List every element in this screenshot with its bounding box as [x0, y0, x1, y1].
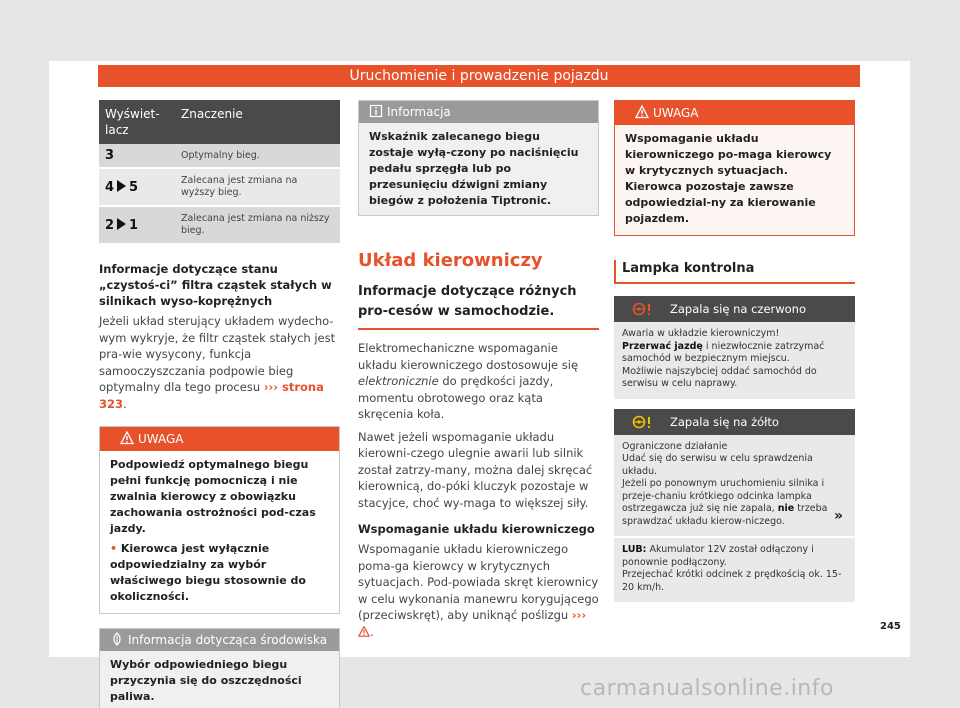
gear-symbol: 4 5 — [99, 168, 175, 206]
gear-table — [99, 100, 340, 245]
warning-box — [99, 426, 340, 614]
steering-assist-heading: Wspomaganie układu kierowniczego — [358, 522, 595, 536]
table-row — [99, 144, 340, 168]
steering-wheel-warning-red-icon — [630, 302, 654, 316]
gear-meaning: Optymalny bieg. — [175, 144, 340, 168]
warning-header: UWAGA — [615, 101, 854, 125]
environment-body: Wybór odpowiedniego biegu przyczynia się do oszczędności paliwa. — [100, 651, 339, 708]
lamp-yellow-header: Zapala się na żółto — [614, 409, 855, 435]
dpf-heading: Informacje dotyczące stanu „czystoś-ci” filtra cząstek stałych w silnikach wyso-koprężnych — [99, 262, 332, 308]
continued-mark: » — [834, 508, 844, 524]
gear-symbol: 2 1 — [99, 206, 175, 244]
gear-symbol: 3 — [99, 144, 175, 168]
info-box — [358, 100, 599, 216]
environment-box — [99, 628, 340, 708]
arrow-right-icon — [117, 180, 126, 192]
warning-triangle-icon[interactable] — [358, 626, 370, 637]
section-title: Układ kierowniczy — [358, 250, 543, 271]
column-3 — [614, 100, 855, 602]
gear-table-header-display: Wyświet-lacz — [99, 100, 175, 144]
reference-link[interactable]: ››› — [571, 608, 587, 622]
column-1 — [99, 100, 340, 708]
lamp-red — [614, 296, 855, 399]
table-row — [99, 206, 340, 244]
info-body: Wskaźnik zalecanego biegu zostaje wyłą-czony po naciśnięciu pedału sprzęgła lub po przesunięciu dźwigni zmiany biegów z położenia Tiptronic. — [359, 123, 598, 215]
table-row — [99, 168, 340, 206]
lamp-yellow-body: Ograniczone działanie Udać się do serwisu w celu sprawdzenia układu. Jeżeli po ponownym uruchomieniu silnika i przeje-chaniu krótkiego odcinka lampka ostrzegawcza już się nie zapala, nie trzeba sprawdzać układu kierow-niczego. — [614, 435, 855, 537]
leaf-icon — [110, 632, 124, 646]
page-header: Uruchomienie i prowadzenie pojazdu — [98, 65, 860, 87]
environment-header: Informacja dotycząca środowiska — [100, 629, 339, 651]
lamp-yellow — [614, 409, 855, 603]
gear-meaning: Zalecana jest zmiana na niższy bieg. — [175, 206, 340, 244]
dpf-paragraph: Jeżeli układ sterujący układem wydecho-wym wykryje, że filtr cząstek stałych jest pra-wie wysycony, funkcja samooczyszczania podpowie bieg optymalny dla tego procesu ››› strona 323. — [99, 314, 336, 411]
warning-body: Podpowiedź optymalnego biegu pełni funkcję pomocniczą i nie zwalnia kierowcy z obowiązku zachowania ostrożności pod-czas jazdy. • Kierowca jest wyłącznie odpowiedzialny za wybór właściwego biegu stosownie do okoliczności. — [100, 451, 339, 613]
watermark: carmanualsonline.info — [580, 676, 834, 701]
page-reference-link[interactable]: ››› strona 323 — [99, 380, 324, 411]
control-lamp-heading: Lampka kontrolna — [614, 260, 855, 284]
column-2 — [358, 100, 599, 640]
info-icon — [369, 104, 383, 118]
lamp-yellow-body-2: LUB: Akumulator 12V został odłączony i ponownie podłączony. Przejechać krótki odcinek z prędkością ok. 15-20 km/h. — [614, 536, 855, 602]
warning-triangle-icon — [635, 105, 649, 119]
warning-header: UWAGA — [100, 427, 339, 451]
steering-paragraph-2: Nawet jeżeli wspomaganie układu kierowni-czego ulegnie awarii lub silnik został zatrzy-many, można dalej skręcać kierownicą, do-póki kluczyk pozostaje w stacyjce, choć wy-maga to większej siły. — [358, 429, 593, 510]
lamp-red-body: Awaria w układzie kierowniczym! Przerwać jazdę i niezwłocznie zatrzymać samochód w bezpiecznym miejscu. Możliwie najszybciej oddać samochód do serwisu w celu naprawy. — [614, 322, 855, 399]
warning-triangle-icon — [120, 431, 134, 445]
page-number: 245 — [880, 621, 901, 632]
warning-box — [614, 100, 855, 236]
lamp-red-header: Zapala się na czerwono — [614, 296, 855, 322]
gear-meaning: Zalecana jest zmiana na wyższy bieg. — [175, 168, 340, 206]
steering-paragraph-3: Wspomaganie układu kierowniczego poma-ga kierowcy w krytycznych sytuacjach. Pod-powiada skręt kierownicy w celu wykonania manewru korygującego (przeciwskręt), aby uniknąć poślizgu ››› . — [358, 542, 599, 639]
section-subtitle: Informacje dotyczące różnych pro-cesów w samochodzie. — [358, 282, 599, 330]
steering-paragraph-1: Elektromechaniczne wspomaganie układu kierowniczego dostosowuje się elektronicznie do prędkości jazdy, momentu obrotowego oraz kąta skręcenia koła. — [358, 341, 579, 421]
arrow-right-icon — [117, 218, 126, 230]
steering-wheel-warning-yellow-icon — [630, 415, 654, 429]
warning-body: Wspomaganie układu kierowniczego po-maga kierowcy w krytycznych sytuacjach. Kierowca pozostaje zawsze odpowiedzial-ny za kierowanie pojazdem. — [615, 125, 854, 235]
info-header: Informacja — [359, 101, 598, 123]
gear-table-header-meaning: Znaczenie — [175, 100, 340, 144]
